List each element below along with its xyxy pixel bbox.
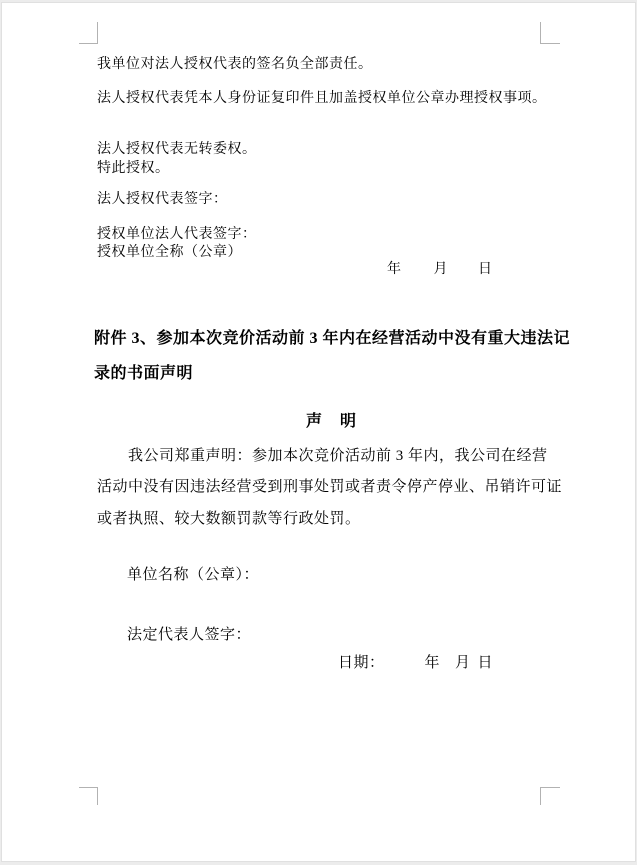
authorization-no-transfer-line: 法人授权代表无转委权。 <box>97 142 257 157</box>
authorization-responsibility-line: 我单位对法人授权代表的签名负全部责任。 <box>97 57 373 72</box>
unit-name-seal-label: 单位名称（公章）： <box>127 567 260 583</box>
declaration-line3: 或者执照、较大数额罚款等行政处罚。 <box>97 511 361 527</box>
margin-crop-mark-top-right <box>540 22 560 44</box>
year-label: 年 <box>387 262 402 277</box>
legal-rep-signature-label: 授权单位法人代表签字： <box>97 227 257 242</box>
declaration-line2: 活动中没有因违法经营受到刑事处罚或者责令停产停业、吊销许可证 <box>97 479 563 495</box>
margin-crop-mark-top-left <box>79 22 98 44</box>
day-label: 日 <box>477 655 494 671</box>
declaration-line1: 我公司郑重声明：参加本次竞价活动前 3 年内，我公司在经营 <box>128 448 548 464</box>
authorization-date-line <box>387 262 493 278</box>
date-prefix-label: 日期： <box>338 655 385 671</box>
authorization-hereby-line: 特此授权。 <box>97 161 170 176</box>
attachment3-title-line1: 附件 3、参加本次竞价活动前 3 年内在经营活动中没有重大违法记 <box>94 330 571 347</box>
statement-title: 声 明 <box>305 413 357 430</box>
attachment3-title-line2: 录的书面声明 <box>94 365 194 382</box>
day-label: 日 <box>478 262 493 277</box>
month-label: 月 <box>455 655 471 671</box>
rep-signature-label: 法人授权代表签字： <box>97 192 228 207</box>
margin-crop-mark-bottom-right <box>540 787 560 805</box>
margin-crop-mark-bottom-left <box>79 787 98 805</box>
authorization-procedure-line: 法人授权代表凭本人身份证复印件且加盖授权单位公章办理授权事项。 <box>97 91 547 106</box>
legal-rep-sign-label: 法定代表人签字： <box>127 627 252 643</box>
declaration-date-line <box>338 655 493 672</box>
year-label: 年 <box>424 655 441 671</box>
unit-full-name-label: 授权单位全称（公章） <box>97 245 242 260</box>
month-label: 月 <box>433 262 448 277</box>
page <box>1 2 636 862</box>
